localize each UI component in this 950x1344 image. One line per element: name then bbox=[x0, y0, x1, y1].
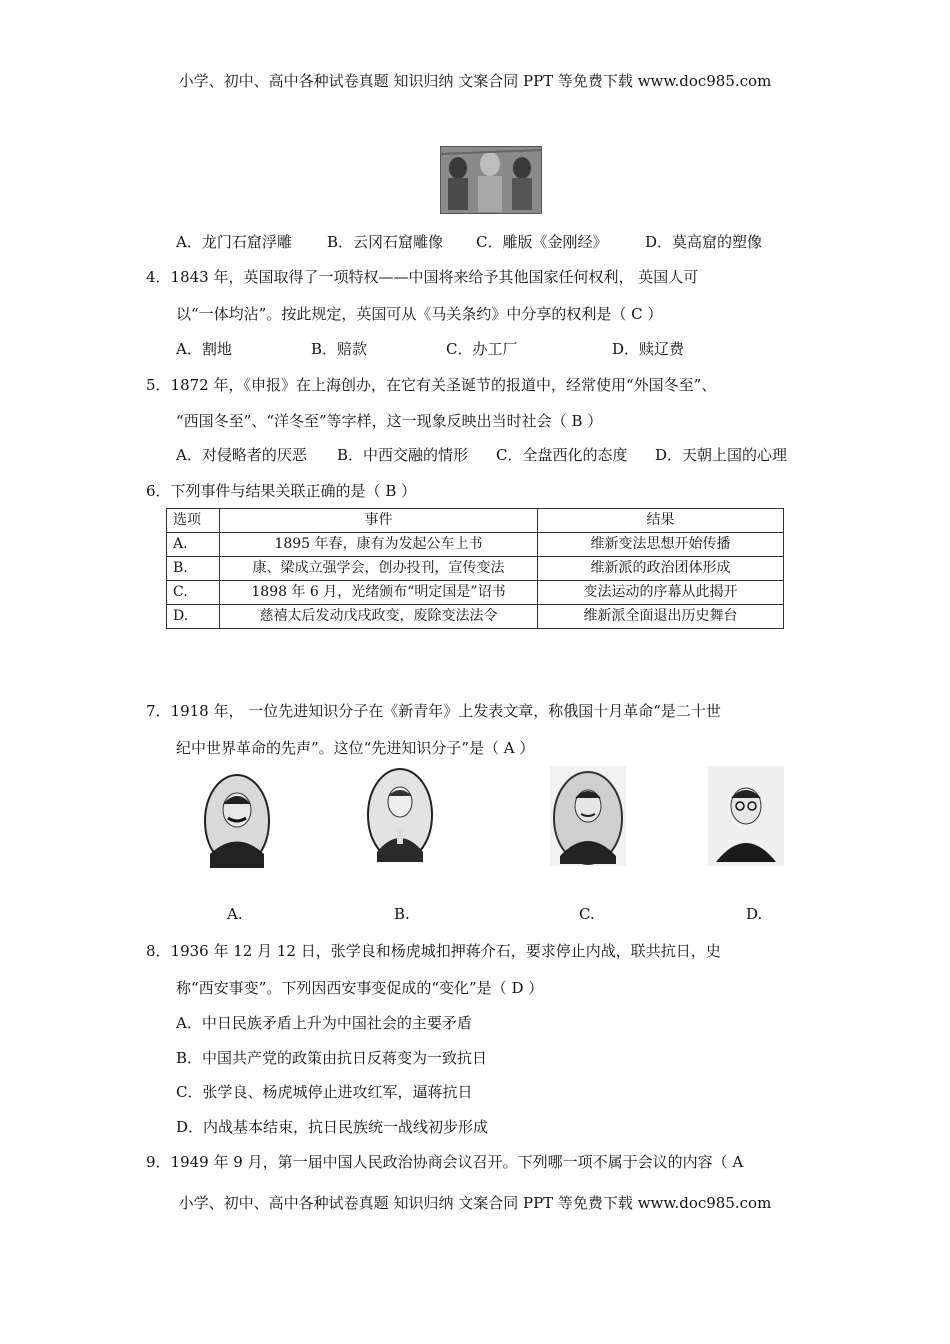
q7-option-c: C. bbox=[579, 905, 595, 923]
q3-option-a: A．龙门石窟浮雕 bbox=[176, 233, 292, 251]
row-event: 1895 年春，康有为发起公车上书 bbox=[220, 533, 538, 557]
q7-option-a: A. bbox=[227, 905, 243, 923]
header-option: 选项 bbox=[167, 509, 220, 533]
row-option: A. bbox=[167, 533, 220, 557]
row-option: B. bbox=[167, 557, 220, 581]
q3-option-b: B．云冈石窟雕像 bbox=[327, 233, 444, 251]
q4-stem-line2: 以“一体均沾”。按此规定，英国可从《马关条约》中分享的权利是（ C ） bbox=[176, 305, 663, 323]
q3-option-d: D．莫高窟的塑像 bbox=[645, 233, 763, 251]
q5-stem-line1: 5．1872 年，《申报》在上海创办，在它有关圣诞节的报道中，经常使用“外国冬至”、 bbox=[146, 376, 717, 394]
q4-stem-line1: 4．1843 年，英国取得了一项特权——中国将来给予其他国家任何权利， 英国人可 bbox=[146, 268, 699, 286]
row-result: 维新派的政治团体形成 bbox=[538, 557, 784, 581]
portrait-d-image bbox=[708, 766, 784, 866]
table-header-row bbox=[167, 509, 784, 533]
portrait-c-image bbox=[550, 766, 626, 866]
row-event: 康、梁成立强学会，创办投刊，宣传变法 bbox=[220, 557, 538, 581]
q5-option-a: A．对侵略者的厌恶 bbox=[176, 446, 307, 464]
q5-stem-line2: “西国冬至”、“洋冬至”等字样，这一现象反映出当时社会（ B ） bbox=[176, 412, 603, 430]
table-row bbox=[167, 533, 784, 557]
header-result: 结果 bbox=[538, 509, 784, 533]
row-option: D. bbox=[167, 605, 220, 629]
q8-stem-line1: 8．1936 年 12 月 12 日，张学良和杨虎城扣押蒋介石，要求停止内战，联共抗日，史 bbox=[146, 942, 721, 960]
portrait-b-image bbox=[367, 768, 433, 862]
q3-option-c: C．雕版《金刚经》 bbox=[476, 233, 608, 251]
page-footer: 小学、初中、高中各种试卷真题 知识归纳 文案合同 PPT 等免费下载 www.doc985.com bbox=[178, 1194, 772, 1212]
q8-option-b: B．中国共产党的政策由抗日反蒋变为一致抗日 bbox=[176, 1049, 488, 1067]
q5-option-b: B．中西交融的情形 bbox=[337, 446, 469, 464]
q4-option-d: D．赎辽费 bbox=[612, 340, 685, 358]
q8-option-d: D．内战基本结束，抗日民族统一战线初步形成 bbox=[176, 1118, 489, 1136]
q8-option-c: C．张学良、杨虎城停止进攻红军，逼蒋抗日 bbox=[176, 1083, 473, 1101]
q4-option-b: B．赔款 bbox=[311, 340, 368, 358]
row-result: 变法运动的序幕从此揭开 bbox=[538, 581, 784, 605]
q4-option-a: A．割地 bbox=[176, 340, 232, 358]
q9-stem-line1: 9．1949 年 9 月，第一届中国人民政治协商会议召开。下列哪一项不属于会议的内容（ A bbox=[146, 1153, 744, 1171]
table-row bbox=[167, 605, 784, 629]
q8-option-a: A．中日民族矛盾上升为中国社会的主要矛盾 bbox=[176, 1014, 472, 1032]
q7-stem-line1: 7．1918 年， 一位先进知识分子在《新青年》上发表文章，称俄国十月革命“是二十世 bbox=[146, 702, 721, 720]
header-event: 事件 bbox=[220, 509, 538, 533]
q8-stem-line2: 称“西安事变”。下列因西安事变促成的“变化”是（ D ） bbox=[176, 979, 544, 997]
grotto-relief-image bbox=[440, 146, 542, 214]
row-option: C. bbox=[167, 581, 220, 605]
q6-stem: 6．下列事件与结果关联正确的是（ B ） bbox=[146, 482, 417, 500]
table-row bbox=[167, 581, 784, 605]
row-event: 1898 年 6 月，光绪颁布“明定国是”诏书 bbox=[220, 581, 538, 605]
row-result: 维新变法思想开始传播 bbox=[538, 533, 784, 557]
row-result: 维新派全面退出历史舞台 bbox=[538, 605, 784, 629]
q5-option-c: C．全盘西化的态度 bbox=[496, 446, 628, 464]
q7-stem-line2: 纪中世界革命的先声”。这位“先进知识分子”是（ A ） bbox=[176, 739, 535, 757]
table-row bbox=[167, 557, 784, 581]
q4-option-c: C．办工厂 bbox=[446, 340, 518, 358]
q5-option-d: D．天朝上国的心理 bbox=[655, 446, 788, 464]
q6-table bbox=[166, 508, 784, 629]
q7-option-b: B. bbox=[394, 905, 410, 923]
page-header: 小学、初中、高中各种试卷真题 知识归纳 文案合同 PPT 等免费下载 www.doc985.com bbox=[178, 72, 772, 90]
row-event: 慈禧太后发动戊戌政变，废除变法法令 bbox=[220, 605, 538, 629]
portrait-a-image bbox=[204, 774, 270, 868]
q7-option-d: D. bbox=[746, 905, 763, 923]
